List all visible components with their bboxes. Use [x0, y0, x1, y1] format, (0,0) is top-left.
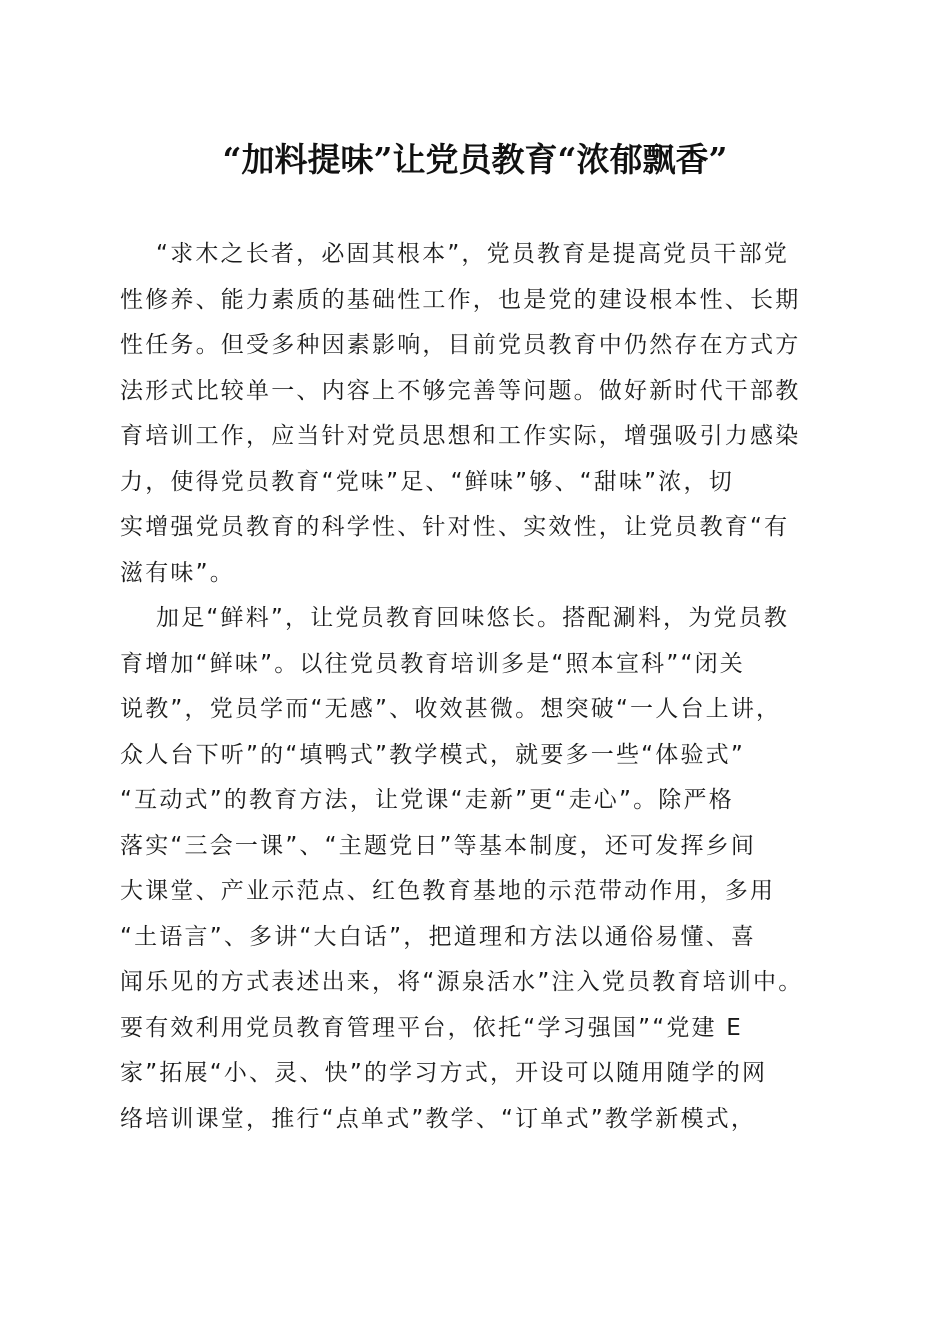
paragraph-line: 育增加“鲜味”。以往党员教育培训多是“照本宣科”“闭关: [120, 650, 745, 677]
paragraph-2: [120, 596, 832, 1142]
paragraph-line: “互动式”的教育方法，让党课“走新”更“走心”。除严格: [120, 787, 734, 813]
paragraph-line: 说教”，党员学而“无感”、收效甚微。想突破“一人台上讲，: [120, 696, 782, 722]
paragraph-line: 家”拓展“小、灵、快”的学习方式，开设可以随用随学的网: [120, 1060, 768, 1086]
paragraph-line: 大课堂、产业示范点、红色教育基地的示范带动作用，多用: [120, 878, 776, 904]
paragraph-line: 育培训工作，应当针对党员思想和工作实际，增强吸引力感染: [120, 423, 801, 449]
paragraph-line: 众人台下听”的“填鸭式”教学模式，就要多一些“体验式”: [120, 741, 745, 768]
page-title: “加料提味”让党员教育“浓郁飘香”: [222, 140, 728, 179]
paragraph-line: 闻乐见的方式表述出来，将“源泉活水”注入党员教育培训中。: [120, 969, 804, 995]
paragraph-line: “求木之长者，必固其根本”，党员教育是提高党员干部党: [156, 241, 790, 267]
paragraph-1: [120, 232, 832, 596]
paragraph-line: 落实“三会一课”、“主题党日”等基本制度，还可发挥乡间: [120, 832, 757, 859]
paragraph-line: 要有效利用党员教育管理平台，依托“学习强国”“党建 E: [120, 1014, 743, 1041]
paragraph-line: 滋有味”。: [120, 559, 235, 586]
paragraph-line: 力，使得党员教育“党味”足、“鲜味”够、“甜味”浓，切: [120, 468, 734, 495]
paragraph-line: 加足“鲜料”，让党员教育回味悠长。搭配涮料，为党员教: [156, 605, 790, 631]
paragraph-line: “土语言”、多讲“大白话”，把道理和方法以通俗易懂、喜: [120, 923, 757, 950]
paragraph-line: 法形式比较单一、内容上不够完善等问题。做好新时代干部教: [120, 377, 801, 404]
paragraph-line: 实增强党员教育的科学性、针对性、实效性，让党员教育“有: [120, 514, 790, 540]
paragraph-line: 络培训课堂，推行“点单式”教学、“订单式”教学新模式，: [120, 1105, 757, 1132]
paragraph-line: 性任务。但受多种因素影响，目前党员教育中仍然存在方式方: [120, 332, 801, 358]
paragraph-line: 性修养、能力素质的基础性工作，也是党的建设根本性、长期: [120, 286, 801, 313]
article-body: [120, 232, 832, 1142]
